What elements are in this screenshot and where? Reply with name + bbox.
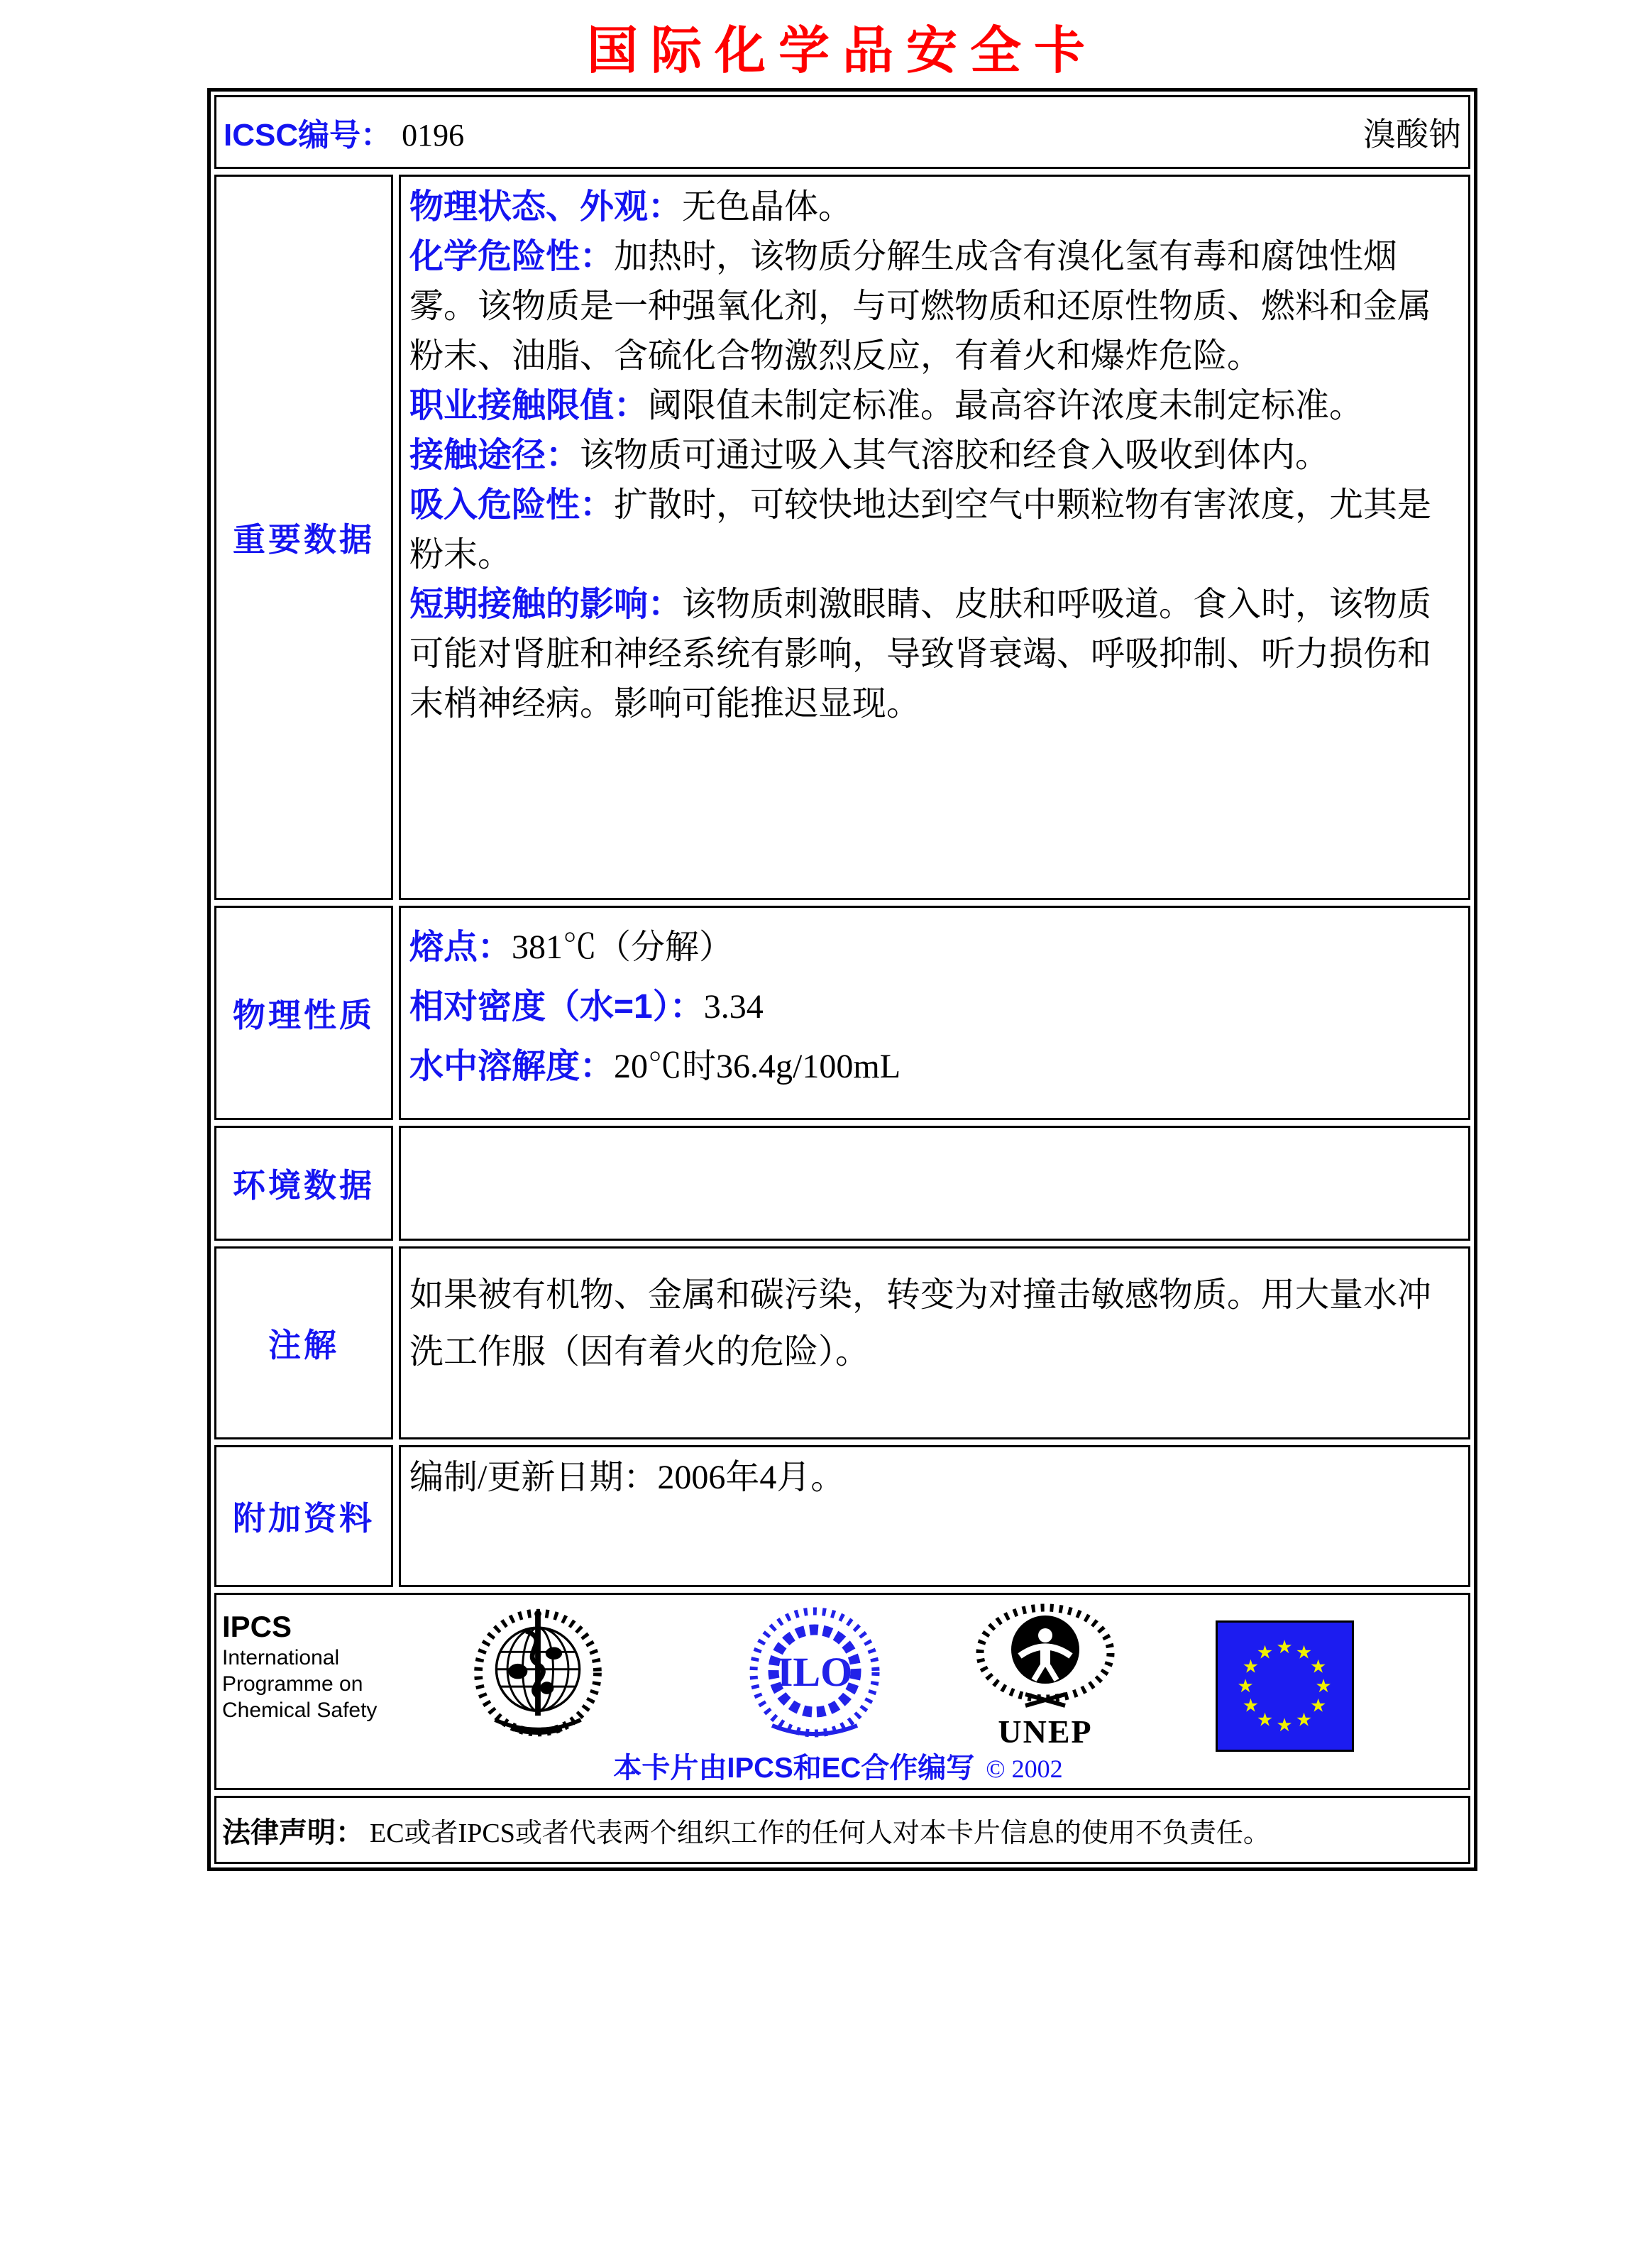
data-item — [409, 431, 1460, 481]
who-logo-icon — [470, 1603, 605, 1749]
section-label-notes: 注解 — [214, 1246, 393, 1439]
item-text: 381℃（分解） — [512, 928, 734, 966]
icsc-number-value: 0196 — [402, 118, 465, 153]
svg-text:★: ★ — [1276, 1637, 1293, 1657]
item-label: 吸入危险性： — [409, 486, 615, 524]
legal-text: EC或者IPCS或者代表两个组织工作的任何人对本卡片信息的使用不负责任。 — [370, 1818, 1270, 1848]
svg-text:★: ★ — [1295, 1709, 1313, 1730]
data-item — [409, 580, 1460, 729]
icsc-number-label: ICSC编号： — [224, 118, 392, 153]
copyright-text: © 2002 — [986, 1755, 1063, 1783]
legal-cell — [214, 1796, 1470, 1864]
header-cell — [214, 95, 1470, 169]
item-label: 熔点： — [409, 928, 512, 966]
section-content-environmental-data — [399, 1126, 1470, 1241]
item-text: 扩散时，可较快地达到空气中颗粒物有害浓度，尤其是粉末。 — [409, 486, 1432, 574]
data-item — [409, 1037, 1460, 1097]
ilo-logo-icon — [747, 1603, 882, 1742]
item-text: 该物质可通过吸入其气溶胶和经食入吸收到体内。 — [580, 437, 1330, 474]
footer-cell — [214, 1593, 1470, 1790]
logos-row — [222, 1603, 1454, 1748]
item-label: 职业接触限值： — [409, 387, 649, 424]
unep-label: UNEP — [998, 1713, 1093, 1750]
svg-text:★: ★ — [1309, 1695, 1327, 1716]
ipcs-line: International — [222, 1646, 340, 1669]
section-row-physical-properties — [214, 906, 1470, 1120]
section-content-additional-information: 编制/更新日期：2006年4月。 — [399, 1445, 1470, 1587]
item-text: 无色晶体。 — [682, 188, 853, 226]
data-item — [409, 481, 1460, 580]
svg-text:★: ★ — [1256, 1642, 1274, 1663]
data-item — [409, 918, 1460, 977]
icsc-card — [207, 17, 1477, 1871]
section-row-notes — [214, 1246, 1470, 1439]
section-content-physical-properties — [399, 906, 1470, 1120]
ipcs-line: Chemical Safety — [222, 1699, 378, 1722]
legal-row — [214, 1796, 1470, 1864]
section-label-environmental-data: 环境数据 — [214, 1126, 393, 1241]
data-item — [409, 977, 1460, 1037]
data-item — [409, 381, 1460, 431]
item-label: 接触途径： — [409, 437, 580, 474]
svg-text:★: ★ — [1315, 1676, 1332, 1696]
section-label-important-data: 重要数据 — [214, 175, 393, 900]
credit-line — [222, 1750, 1454, 1793]
header-row — [214, 95, 1470, 169]
ipcs-line: Programme on — [222, 1672, 363, 1696]
substance-name: 溴酸钠 — [1363, 116, 1461, 153]
section-content-notes: 如果被有机物、金属和碳污染，转变为对撞击敏感物质。用大量水冲洗工作服（因有着火的危险）。 — [399, 1246, 1470, 1439]
section-label-additional-information: 附加资料 — [214, 1445, 393, 1587]
svg-text:★: ★ — [1242, 1656, 1260, 1677]
credit-text: 本卡片由IPCS和EC合作编写 — [613, 1752, 975, 1784]
data-item — [409, 232, 1460, 381]
item-label: 相对密度（水=1）： — [409, 988, 704, 1026]
section-row-important-data — [214, 175, 1470, 900]
icsc-table — [207, 88, 1477, 1871]
eu-flag-icon — [1216, 1620, 1354, 1752]
item-text: 加热时，该物质分解生成含有溴化氢有毒和腐蚀性烟雾。该物质是一种强氧化剂，与可燃物质和还原性物质、燃料和金属粉末、油脂、含硫化合物激烈反应，有着火和爆炸危险。 — [409, 238, 1432, 375]
item-label: 水中溶解度： — [409, 1048, 615, 1085]
data-item — [409, 182, 1460, 232]
ilo-monogram: ILO — [776, 1649, 853, 1695]
svg-text:★: ★ — [1242, 1695, 1260, 1716]
ipcs-acronym: IPCS — [222, 1610, 292, 1643]
section-content-important-data — [399, 175, 1470, 900]
svg-text:★: ★ — [1256, 1709, 1274, 1730]
icsc-number-group — [224, 109, 464, 155]
svg-text:★: ★ — [1237, 1676, 1254, 1696]
unep-block — [974, 1603, 1116, 1749]
section-row-environmental-data — [214, 1126, 1470, 1241]
item-label: 物理状态、外观： — [409, 188, 683, 226]
item-text: 3.34 — [703, 988, 764, 1026]
page-title: 国际化学品安全卡 — [586, 23, 1098, 79]
ipcs-block — [222, 1603, 456, 1723]
legal-label: 法律声明： — [222, 1816, 364, 1848]
svg-text:★: ★ — [1309, 1656, 1327, 1677]
section-row-additional-information — [214, 1445, 1470, 1587]
svg-text:★: ★ — [1276, 1715, 1293, 1735]
footer-row — [214, 1593, 1470, 1790]
item-label: 短期接触的影响： — [409, 586, 683, 623]
section-label-physical-properties: 物理性质 — [214, 906, 393, 1120]
item-text: 20℃时36.4g/100mL — [614, 1048, 901, 1085]
item-label: 化学危险性： — [409, 238, 615, 275]
item-text: 该物质刺激眼睛、皮肤和呼吸道。食入时，该物质可能对肾脏和神经系统有影响，导致肾衰竭、呼吸抑制、听力损伤和末梢神经病。影响可能推迟显现。 — [409, 586, 1432, 723]
unep-logo-icon — [974, 1603, 1116, 1711]
svg-text:★: ★ — [1295, 1642, 1313, 1663]
item-text: 阈限值未制定标准。最高容许浓度未制定标准。 — [648, 387, 1364, 424]
